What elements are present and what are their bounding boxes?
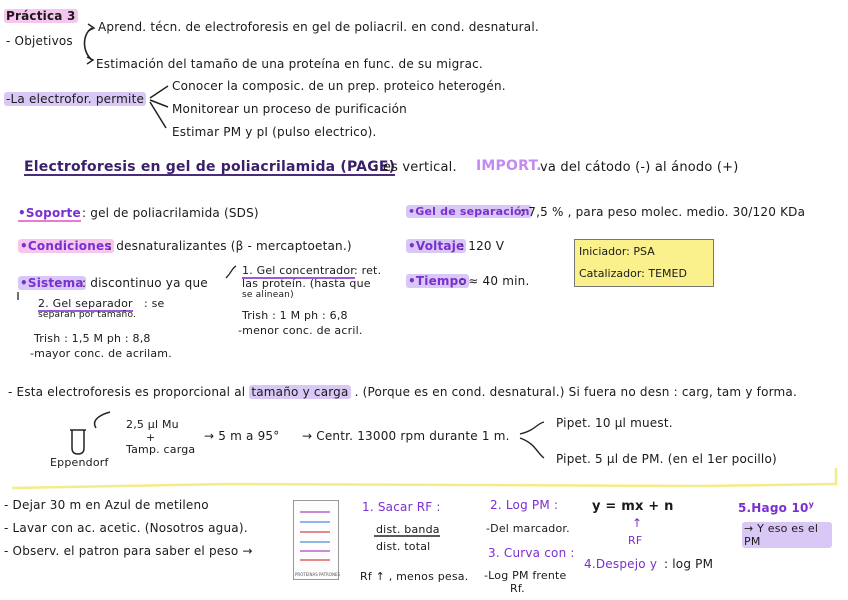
log-pm-title: 2. Log PM : <box>490 498 559 512</box>
observ-step: - Observ. el patron para saber el peso → <box>4 544 253 558</box>
dist-banda: dist. banda <box>376 523 440 536</box>
gel2-conc: -mayor conc. de acrilam. <box>30 347 172 360</box>
soporte-label: •Soporte <box>18 206 81 220</box>
page-title-rest: : es vertical. <box>374 160 457 175</box>
del-marcador: -Del marcador. <box>486 522 570 535</box>
practice-title: Práctica 3 <box>6 9 76 23</box>
permite-item-1: Conocer la composic. de un prep. proteico heterogén. <box>172 79 506 93</box>
flow-pipet-1: Pipet. 10 µl muest. <box>556 416 673 430</box>
dejar-step: - Dejar 30 m en Azul de metileno <box>4 498 209 512</box>
equation-arrow: ↑ <box>632 516 643 530</box>
rf-note: Rf ↑ , menos pesa. <box>360 570 469 583</box>
proportional-text-a: - Esta electroforesis es proporcional al <box>8 385 246 399</box>
hago-text: 5.Hago 10 <box>738 501 809 515</box>
catalizador-value: : TEMED <box>641 267 687 280</box>
proportional-text-b: . (Porque es en cond. desnatural.) Si fuera no desn : carg, tam y forma. <box>354 385 797 399</box>
page-title-important: IMPORT. <box>476 158 542 174</box>
flow-pipet-2: Pipet. 5 µl de PM. (en el 1er pocillo) <box>556 452 777 466</box>
permite-item-2: Monitorear un proceso de purificación <box>172 102 407 116</box>
gel1-text-a: : ret. <box>354 264 382 277</box>
gel-image <box>293 500 339 580</box>
flow-plus: + <box>146 431 156 444</box>
sacar-rf-title: 1. Sacar RF : <box>362 500 441 514</box>
proportional-line <box>8 385 797 399</box>
gel1-trish: Trish : 1 M ph : 6,8 <box>242 309 348 322</box>
eppendorf-label: Eppendorf <box>50 456 109 469</box>
page-title-tail: va del cátodo (-) al ánodo (+) <box>540 160 739 175</box>
tiempo-text: : ≈ 40 min. <box>460 274 530 288</box>
gel1-title: 1. Gel concentrador <box>242 264 355 277</box>
iniciador-value: : PSA <box>626 245 655 258</box>
gel1-text-b: las proteín. (hasta que <box>242 277 371 290</box>
rf-word: Rf. <box>510 582 525 595</box>
hago-title <box>738 498 814 515</box>
proportional-highlight: tamaño y carga <box>251 385 349 399</box>
gel-separacion-label: •Gel de separación <box>408 205 530 218</box>
curva-title: 3. Curva con : <box>488 546 575 560</box>
catalizador-label: Catalizador <box>579 267 642 280</box>
flow-step-2: → Centr. 13000 rpm durante 1 m. <box>302 429 510 443</box>
gel2-text-b: separan por tamaño. <box>38 310 137 320</box>
objetivo-1: Aprend. técn. de electroforesis en gel de poliacril. en cond. desnatural. <box>98 20 539 34</box>
objetivo-2: Estimación del tamaño de una proteína en func. de su migrac. <box>96 57 483 71</box>
gel-separacion-text: : 7,5 % , para peso molec. medio. 30/120 KDa <box>520 205 806 219</box>
gel1-conc: -menor conc. de acril. <box>238 324 363 337</box>
despejo-title: 4.Despejo y <box>584 557 658 571</box>
iniciador-catalizador-box <box>574 239 714 287</box>
gel2-trish: Trish : 1,5 M ph : 8,8 <box>34 332 151 345</box>
flow-tamp: Tamp. carga <box>126 443 196 456</box>
permite-label: -La electrofor. permite <box>6 92 145 106</box>
sistema-label: •Sistema <box>20 276 84 290</box>
hago-exponent: y <box>808 500 814 509</box>
log-pm-eq: : log PM <box>664 557 714 571</box>
equation: y = mx + n <box>592 499 674 514</box>
dist-total: dist. total <box>376 540 431 553</box>
flow-step-1: → 5 m a 95° <box>204 429 280 443</box>
gel2-text-a: : se <box>144 297 165 310</box>
tiempo-label: •Tiempo <box>408 274 467 288</box>
sistema-text: : discontinuo ya que <box>82 276 208 290</box>
gel1-text-c: se alinean) <box>242 290 294 300</box>
gel-caption: PROTEINAS PATRONES <box>295 572 341 577</box>
voltaje-label: •Voltaje <box>408 239 465 253</box>
log-pm-frente: -Log PM frente <box>484 569 567 582</box>
page-title-main: Electroforesis en gel de poliacrilamida (PAGE) <box>24 159 396 175</box>
iniciador-label: Iniciador <box>579 245 627 258</box>
condiciones-text: : desnaturalizantes (β - mercaptoetan.) <box>108 239 352 253</box>
condiciones-label: •Condiciones <box>20 239 112 253</box>
voltaje-text: : 120 V <box>460 239 505 253</box>
flow-volume: 2,5 µl Mu <box>126 418 179 431</box>
objetivos-label: - Objetivos <box>6 34 73 48</box>
y-peso-note: → Y eso es el PM <box>742 522 832 548</box>
lavar-step: - Lavar con ac. acetic. (Nosotros agua). <box>4 521 248 535</box>
soporte-text: : gel de poliacrilamida (SDS) <box>82 206 259 220</box>
equation-rf: RF <box>628 534 643 547</box>
permite-item-3: Estimar PM y pI (pulso electrico). <box>172 125 377 139</box>
gel2-title: 2. Gel separador <box>38 297 133 310</box>
